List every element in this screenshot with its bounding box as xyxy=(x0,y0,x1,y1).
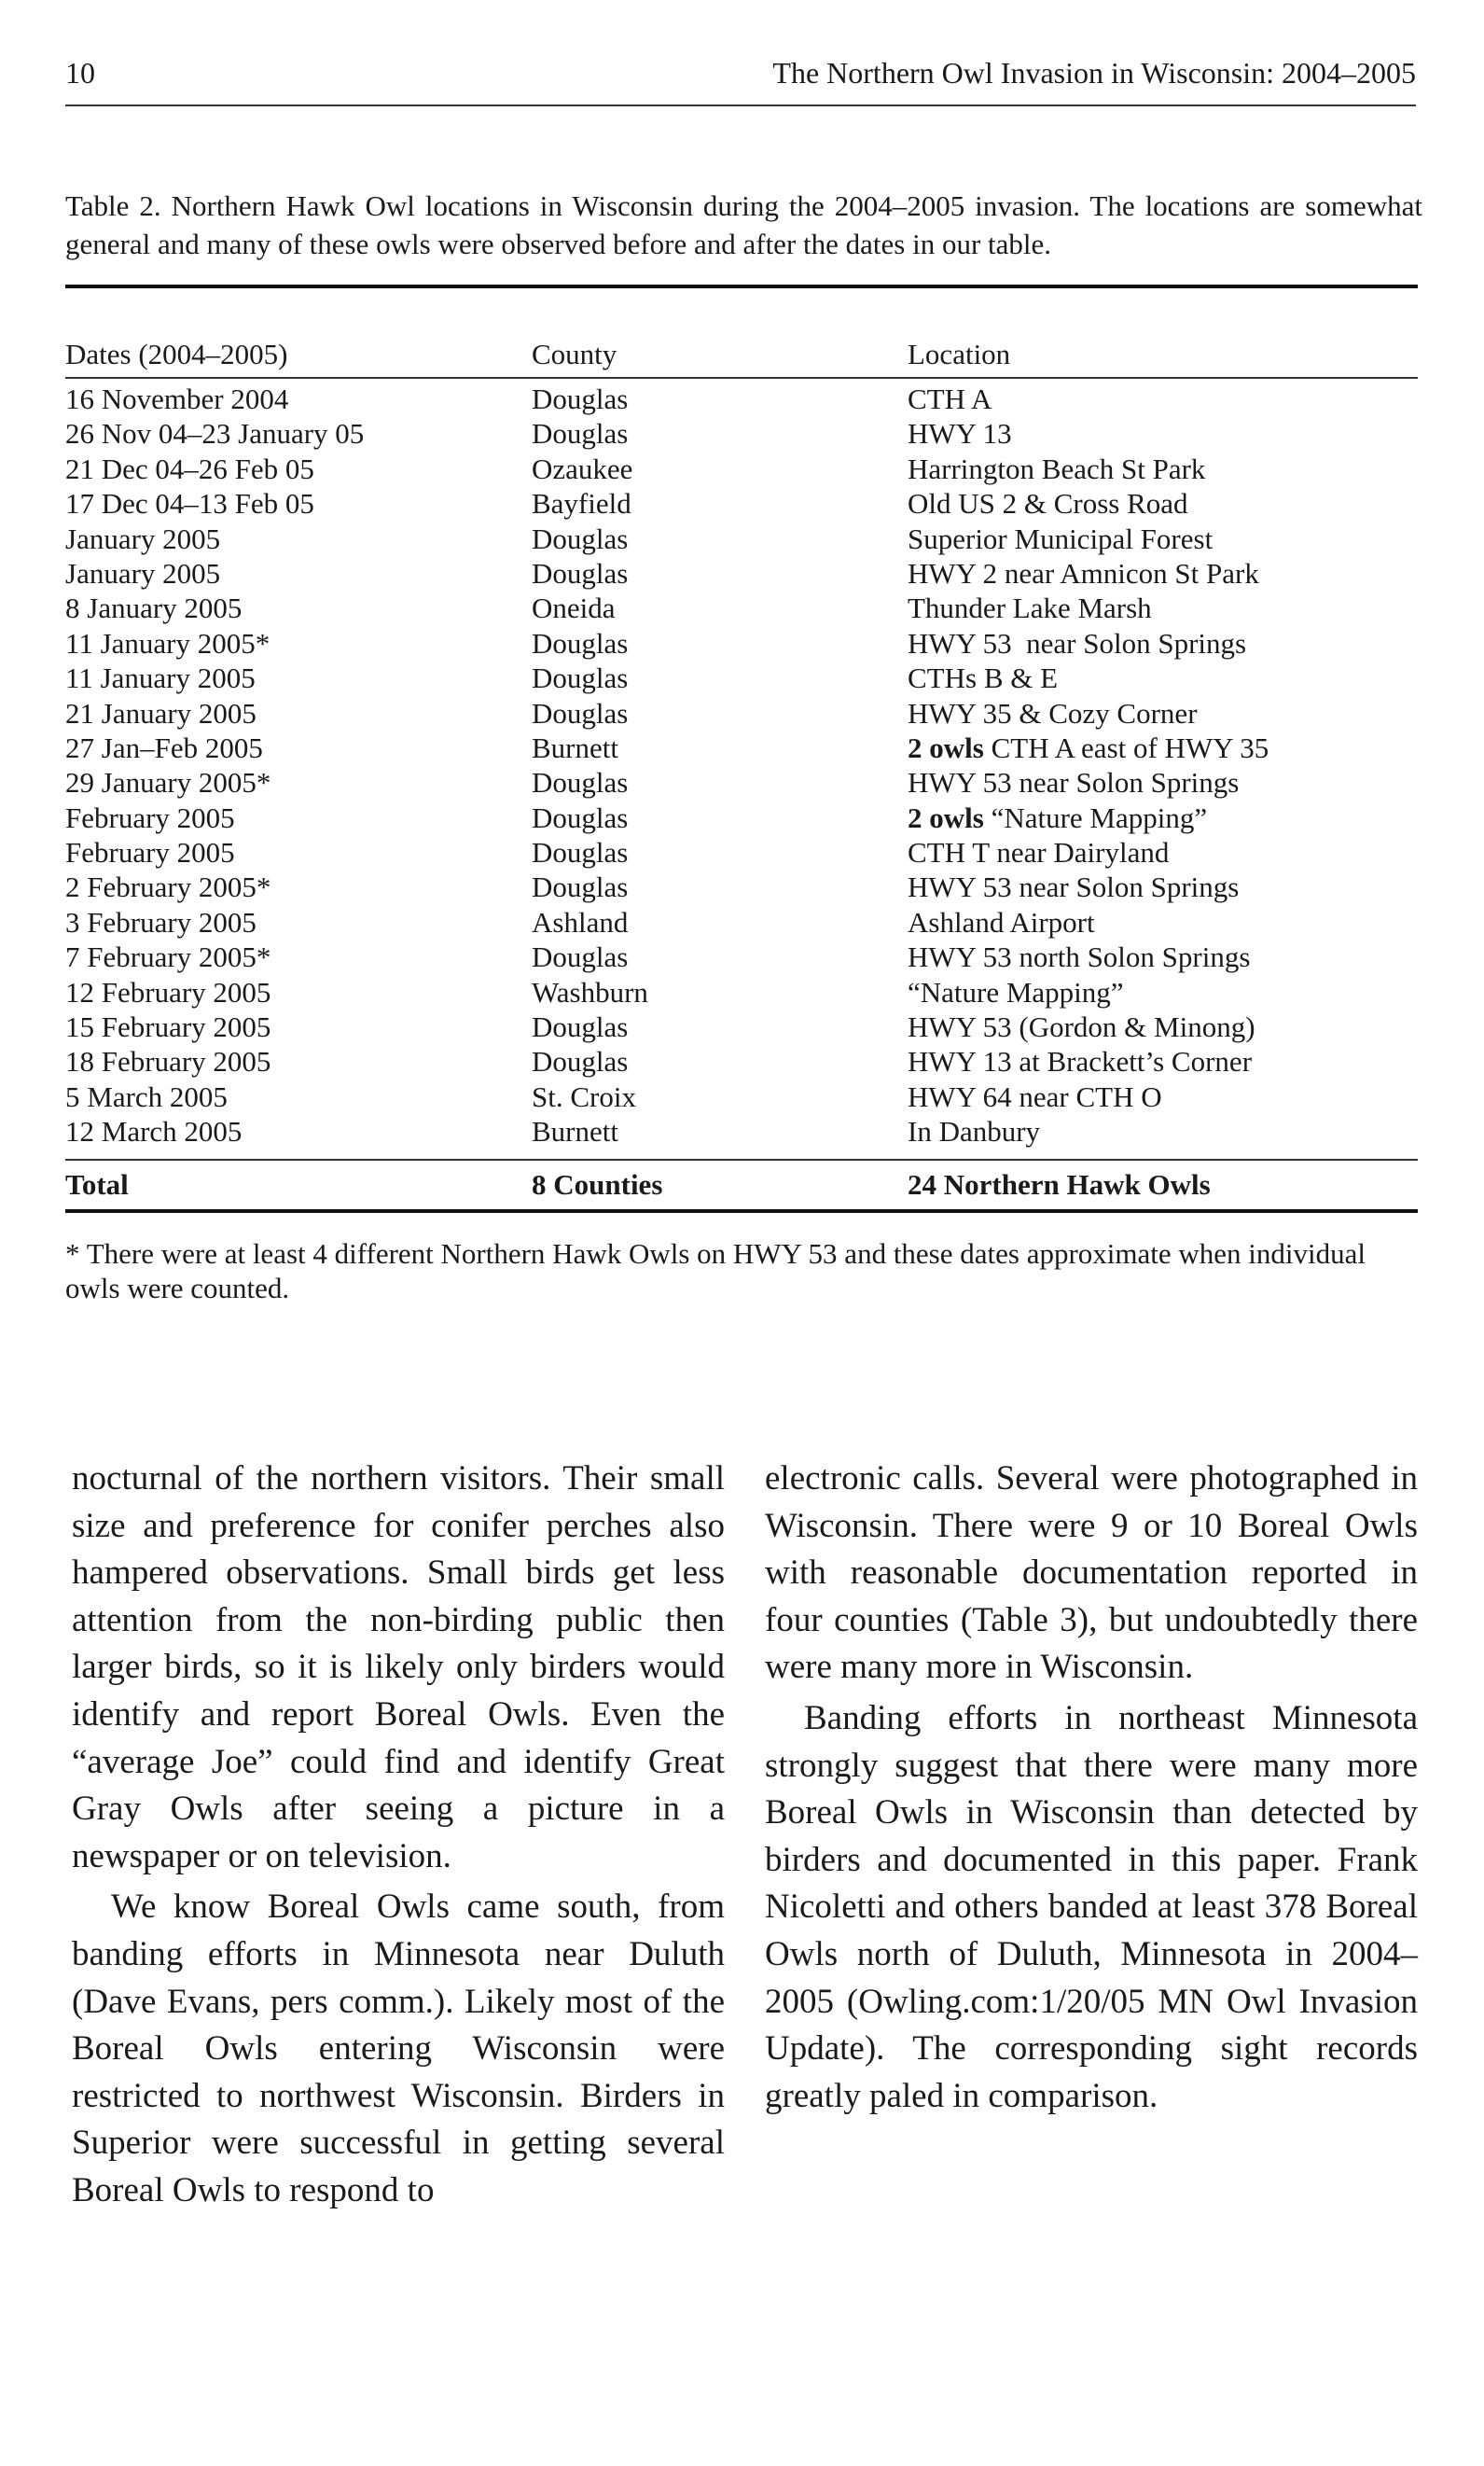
table-body xyxy=(65,379,1418,1159)
right-paragraph-1: electronic calls. Several were photographed in Wisconsin. There were 9 or 10 Boreal Owls with reasonable documentation reported in four counties (Table 3), but undoubtedly there were many more in Wisconsin. xyxy=(765,1459,1418,1687)
cell-location xyxy=(908,382,1418,416)
total-label: Total xyxy=(65,1167,129,1201)
table-row xyxy=(65,556,1418,591)
cell-date: February 2005 xyxy=(65,836,235,870)
table-row xyxy=(65,1080,1418,1114)
table-row xyxy=(65,835,1418,870)
cell-date: 16 November 2004 xyxy=(65,383,289,415)
location-text: Harrington Beach St Park xyxy=(908,452,1206,485)
cell-location xyxy=(908,835,1418,870)
cell-location xyxy=(908,486,1418,521)
cell-county: Burnett xyxy=(532,1115,618,1149)
location-text: HWY 53 north Solon Springs xyxy=(908,940,1251,974)
location-text: CTHs B & E xyxy=(908,662,1059,695)
right-paragraph-2: Banding efforts in northeast Minnesota strongly suggest that there were many more Boreal Owls in Wisconsin than detected by birders and documented in this paper. Frank Nicoletti and others banded at least 378 Boreal Owls north of Duluth, Minnesota in 2004–2005 (Owling.com:1/20/05 MN Owl Invasion Update). The corresponding sight records greatly paled in comparison. xyxy=(765,1698,1418,2115)
cell-location xyxy=(908,661,1418,695)
location-text: CTH T near Dairyland xyxy=(908,836,1170,870)
cell-location xyxy=(908,940,1418,974)
owl-count-note: 2 owls xyxy=(908,731,984,764)
cell-county: Douglas xyxy=(532,417,629,451)
cell-date: 21 January 2005 xyxy=(65,696,257,730)
table-row xyxy=(65,452,1418,486)
cell-county: Douglas xyxy=(532,801,629,834)
right-column xyxy=(765,1456,1418,2120)
table-header-row xyxy=(65,288,1418,377)
location-text: HWY 64 near CTH O xyxy=(908,1080,1162,1113)
cell-date: 11 January 2005* xyxy=(65,626,270,660)
cell-county: Bayfield xyxy=(532,487,631,521)
table-row xyxy=(65,731,1418,765)
cell-date: 3 February 2005 xyxy=(65,905,257,939)
table-row xyxy=(65,626,1418,661)
cell-location xyxy=(908,626,1418,661)
table-footnote: * There were at least 4 different Northern Hawk Owls on HWY 53 and these dates approximate when individual owls were counted. xyxy=(65,1237,1366,1304)
cell-county: St. Croix xyxy=(532,1080,636,1113)
cell-date: 15 February 2005 xyxy=(65,1010,271,1044)
cell-location xyxy=(908,1010,1418,1044)
cell-date: 12 March 2005 xyxy=(65,1115,243,1149)
table-row xyxy=(65,1010,1418,1044)
cell-location xyxy=(908,905,1418,940)
table-row xyxy=(65,661,1418,695)
cell-date: 11 January 2005 xyxy=(65,662,256,695)
table-total-row xyxy=(65,1161,1418,1209)
cell-county: Ozaukee xyxy=(532,452,633,485)
table-row xyxy=(65,1044,1418,1079)
cell-county: Douglas xyxy=(532,1045,629,1079)
table-bottom-rule xyxy=(65,1209,1418,1213)
table-row xyxy=(65,522,1418,556)
cell-date: 26 Nov 04–23 January 05 xyxy=(65,417,365,451)
table-caption: Table 2. Northern Hawk Owl locations in Wisconsin during the 2004–2005 invasion. The locations are somewhat general and many of these owls were observed before and after the dates in our table. xyxy=(65,189,1422,260)
table-row xyxy=(65,486,1418,521)
cell-county: Douglas xyxy=(532,662,629,695)
cell-county: Washburn xyxy=(532,975,648,1009)
cell-location xyxy=(908,731,1418,765)
cell-county: Douglas xyxy=(532,871,629,904)
cell-date: 21 Dec 04–26 Feb 05 xyxy=(65,452,314,485)
table-row xyxy=(65,416,1418,451)
cell-date: 17 Dec 04–13 Feb 05 xyxy=(65,487,314,521)
left-paragraph-1: nocturnal of the northern visitors. Their small size and preference for conifer perches also hampered observations. Small birds get less attention from the non-birding public then larger birds, so it is likely only birders would identify and report Boreal Owls. Even the “average Joe” could find and identify Great Gray Owls after seeing a picture in a newspaper or on television. xyxy=(72,1459,725,1875)
location-text: CTH A east of HWY 35 xyxy=(983,731,1269,764)
location-text: Old US 2 & Cross Road xyxy=(908,487,1188,521)
table-row xyxy=(65,940,1418,974)
cell-county: Douglas xyxy=(532,626,629,660)
running-title: The Northern Owl Invasion in Wisconsin: 2004–2005 xyxy=(772,56,1416,90)
cell-location xyxy=(908,416,1418,451)
cell-county: Douglas xyxy=(532,940,629,974)
location-text: Ashland Airport xyxy=(908,905,1095,939)
table-row xyxy=(65,1114,1418,1149)
header-dates: Dates (2004–2005) xyxy=(65,338,288,370)
location-text: HWY 2 near Amnicon St Park xyxy=(908,556,1259,590)
cell-location xyxy=(908,870,1418,904)
location-text: In Danbury xyxy=(908,1115,1041,1149)
cell-county: Douglas xyxy=(532,522,629,555)
cell-county: Douglas xyxy=(532,696,629,730)
cell-county: Douglas xyxy=(532,383,629,415)
table-row xyxy=(65,696,1418,731)
location-text: Superior Municipal Forest xyxy=(908,522,1214,555)
location-text: HWY 35 & Cozy Corner xyxy=(908,696,1198,730)
total-counties: 8 Counties xyxy=(532,1167,663,1201)
owl-count-note: 2 owls xyxy=(908,801,984,834)
location-text: HWY 53 near Solon Springs xyxy=(908,871,1240,904)
cell-date: January 2005 xyxy=(65,556,221,590)
table-row xyxy=(65,870,1418,904)
table-row xyxy=(65,591,1418,625)
cell-location xyxy=(908,556,1418,591)
cell-location xyxy=(908,765,1418,800)
cell-county: Ashland xyxy=(532,905,629,939)
location-text: “Nature Mapping” xyxy=(908,975,1124,1009)
cell-date: 29 January 2005* xyxy=(65,766,271,800)
cell-date: 2 February 2005* xyxy=(65,871,271,904)
left-paragraph-2: We know Boreal Owls came south, from banding efforts in Minnesota near Duluth (Dave Evans, pers comm.). Likely most of the Boreal Owls entering Wisconsin were restricted to northwest Wisconsin. Birders in Superior were successful in getting several Boreal Owls to respond to xyxy=(72,1888,725,2209)
owl-locations-table xyxy=(65,285,1418,1213)
cell-county: Burnett xyxy=(532,731,618,764)
cell-date: 5 March 2005 xyxy=(65,1080,228,1113)
location-text: Thunder Lake Marsh xyxy=(908,592,1152,625)
cell-date: February 2005 xyxy=(65,801,235,834)
page-number: 10 xyxy=(65,56,95,90)
cell-county: Douglas xyxy=(532,836,629,870)
cell-location xyxy=(908,1114,1418,1149)
cell-county: Douglas xyxy=(532,556,629,590)
cell-location xyxy=(908,452,1418,486)
cell-county: Douglas xyxy=(532,1010,629,1044)
cell-county: Douglas xyxy=(532,766,629,800)
location-text: HWY 13 at Brackett’s Corner xyxy=(908,1045,1253,1079)
cell-date: 8 January 2005 xyxy=(65,592,243,625)
cell-location xyxy=(908,801,1418,835)
running-header xyxy=(65,49,1416,106)
cell-date: 18 February 2005 xyxy=(65,1045,271,1079)
table-row xyxy=(65,905,1418,940)
cell-date: 27 Jan–Feb 2005 xyxy=(65,731,263,764)
cell-location xyxy=(908,1080,1418,1114)
location-text: HWY 53 (Gordon & Minong) xyxy=(908,1010,1255,1044)
total-owls: 24 Northern Hawk Owls xyxy=(908,1167,1211,1201)
cell-location xyxy=(908,696,1418,731)
cell-date: January 2005 xyxy=(65,522,221,555)
table-row xyxy=(65,975,1418,1010)
cell-location xyxy=(908,591,1418,625)
left-column xyxy=(72,1456,725,2215)
location-text: HWY 13 xyxy=(908,417,1012,451)
location-text: HWY 53 near Solon Springs xyxy=(908,626,1247,660)
cell-county: Oneida xyxy=(532,592,616,625)
cell-location xyxy=(908,975,1418,1010)
cell-location xyxy=(908,522,1418,556)
header-location: Location xyxy=(908,338,1011,370)
cell-location xyxy=(908,1044,1418,1079)
location-text: HWY 53 near Solon Springs xyxy=(908,766,1240,800)
header-county: County xyxy=(532,338,617,370)
cell-date: 12 February 2005 xyxy=(65,975,271,1009)
location-text: “Nature Mapping” xyxy=(983,801,1208,834)
location-text: CTH A xyxy=(908,383,992,415)
table-row xyxy=(65,801,1418,835)
table-row xyxy=(65,382,1418,416)
cell-date: 7 February 2005* xyxy=(65,940,271,974)
table-row xyxy=(65,765,1418,800)
